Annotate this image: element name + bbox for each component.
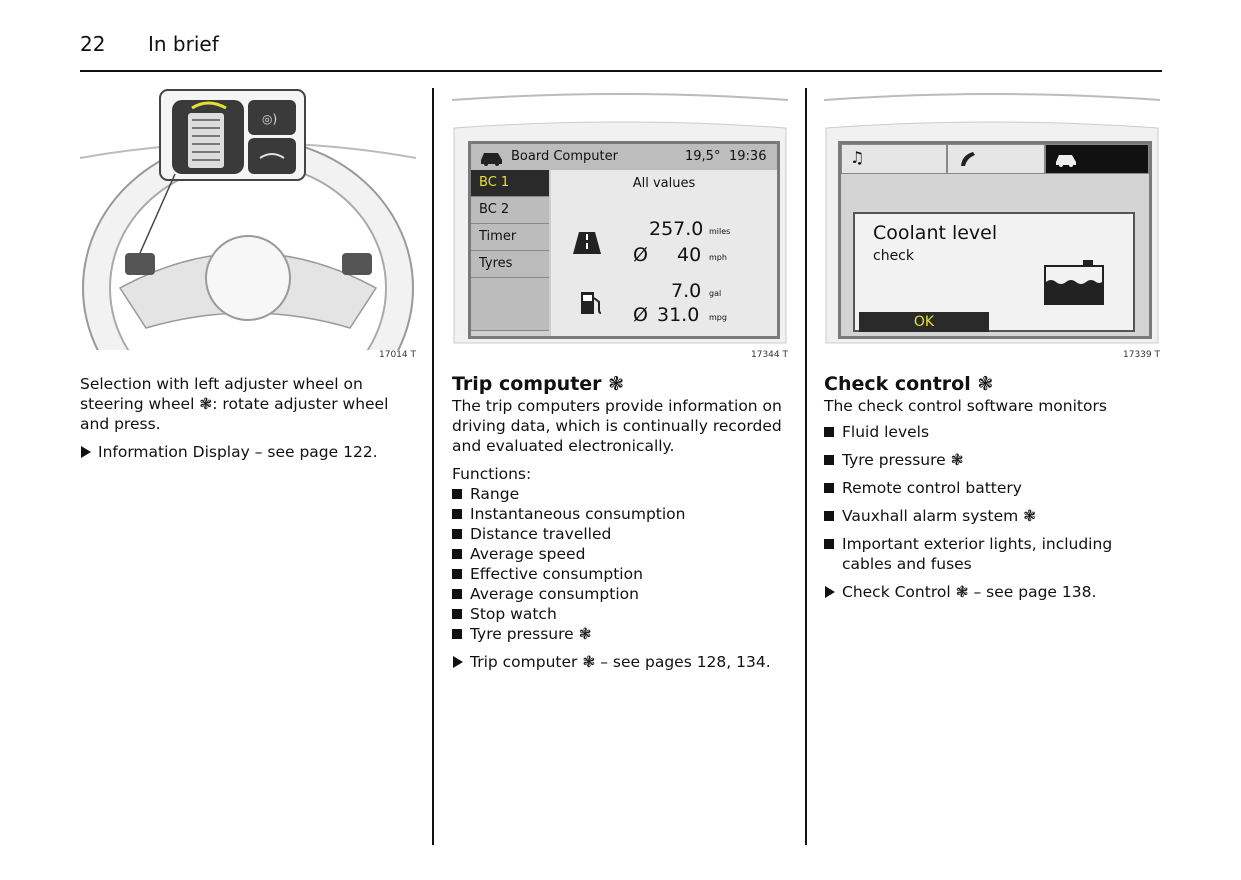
list-item: Range	[452, 484, 792, 504]
consumption-value: 31.0	[657, 304, 700, 326]
ok-button[interactable]: OK	[859, 312, 989, 332]
check-control-text	[824, 374, 1162, 602]
column-trip-computer	[452, 88, 792, 672]
list-item: Tyre pressure ❃	[824, 450, 1162, 470]
display-values	[551, 170, 777, 336]
message-subtitle: check	[873, 248, 914, 264]
display-title: Board Computer	[511, 149, 618, 164]
road-icon	[573, 230, 601, 254]
svg-text:◎): ◎)	[262, 112, 278, 126]
avg-symbol: Ø	[633, 244, 648, 266]
list-item: Effective consumption	[452, 564, 792, 584]
display-body	[841, 174, 1149, 336]
page-header	[80, 30, 1162, 72]
tab-timer[interactable]: Timer	[471, 224, 549, 251]
column-steering	[80, 88, 416, 462]
tab-audio[interactable]	[841, 144, 947, 174]
figure-id: 17344 T	[751, 350, 788, 360]
board-computer-display	[468, 141, 780, 339]
check-control-figure	[824, 88, 1160, 360]
fuel-pump-icon	[579, 288, 603, 316]
steering-wheel-illustration	[80, 88, 416, 350]
list-item: Average consumption	[452, 584, 792, 604]
tab-phone[interactable]	[947, 144, 1045, 174]
phone-icon	[958, 149, 978, 169]
cross-reference: Information Display – see page 122.	[80, 442, 416, 462]
tab-bc1[interactable]: BC 1	[471, 170, 549, 197]
list-item: Tyre pressure ❃	[452, 624, 792, 644]
fuel-value: 7.0	[671, 280, 702, 302]
column-divider	[805, 88, 807, 845]
list-item: Average speed	[452, 544, 792, 564]
figure-id: 17339 T	[1123, 350, 1160, 360]
cross-reference: Trip computer ❃ – see pages 128, 134.	[452, 652, 792, 672]
temperature-readout: 19,5°	[685, 149, 721, 164]
list-item: Instantaneous consumption	[452, 504, 792, 524]
steering-description: Selection with left adjuster wheel on steering wheel ❃: rotate adjuster wheel and press.	[80, 375, 389, 433]
consumption-unit: mpg	[709, 313, 727, 322]
list-item: Fluid levels	[824, 422, 1162, 442]
steering-text	[80, 374, 416, 462]
list-item: Vauxhall alarm system ❃	[824, 506, 1162, 526]
functions-list	[452, 484, 792, 644]
speed-unit: mph	[709, 253, 727, 262]
trip-computer-intro: The trip computers provide information on driving data, which is continually recorded and evaluated electronically.	[452, 397, 782, 455]
check-control-display	[838, 141, 1152, 339]
display-tab-list	[471, 170, 549, 336]
page-number: 22	[80, 32, 106, 56]
board-computer-figure	[452, 88, 788, 360]
tab-vehicle[interactable]	[1045, 144, 1149, 174]
trip-computer-text	[452, 374, 792, 672]
coolant-tank-icon	[1043, 260, 1107, 306]
tab-tyres[interactable]: Tyres	[471, 251, 549, 278]
speed-value: 40	[677, 244, 702, 266]
music-note-icon: ♫	[850, 148, 865, 167]
functions-label: Functions:	[452, 465, 532, 483]
monitored-items-list	[824, 422, 1162, 574]
steering-wheel-figure	[80, 88, 416, 360]
column-divider	[432, 88, 434, 845]
check-control-heading: Check control ❃	[824, 373, 994, 395]
fuel-unit: gal	[709, 289, 722, 298]
range-value: 257.0	[649, 218, 704, 240]
list-item: Distance travelled	[452, 524, 792, 544]
display-header	[471, 144, 777, 170]
tab-empty	[471, 278, 549, 331]
mode-label: All values	[632, 176, 696, 191]
car-icon	[479, 148, 505, 166]
cross-reference: Check Control ❃ – see page 138.	[824, 582, 1162, 602]
column-check-control	[824, 88, 1162, 602]
car-icon	[1054, 150, 1078, 168]
message-title: Coolant level	[873, 222, 998, 244]
trip-computer-heading: Trip computer ❃	[452, 373, 625, 395]
list-item: Stop watch	[452, 604, 792, 624]
check-control-intro: The check control software monitors	[824, 397, 1107, 415]
display-tab-bar	[841, 144, 1149, 174]
list-item: Remote control battery	[824, 478, 1162, 498]
figure-id: 17014 T	[379, 350, 416, 360]
section-title: In brief	[148, 32, 219, 56]
tab-bc2[interactable]: BC 2	[471, 197, 549, 224]
list-item: Important exterior lights, including cables and fuses	[824, 534, 1162, 574]
avg-symbol: Ø	[633, 304, 648, 326]
range-unit: miles	[709, 227, 731, 236]
clock-readout: 19:36	[729, 149, 767, 164]
